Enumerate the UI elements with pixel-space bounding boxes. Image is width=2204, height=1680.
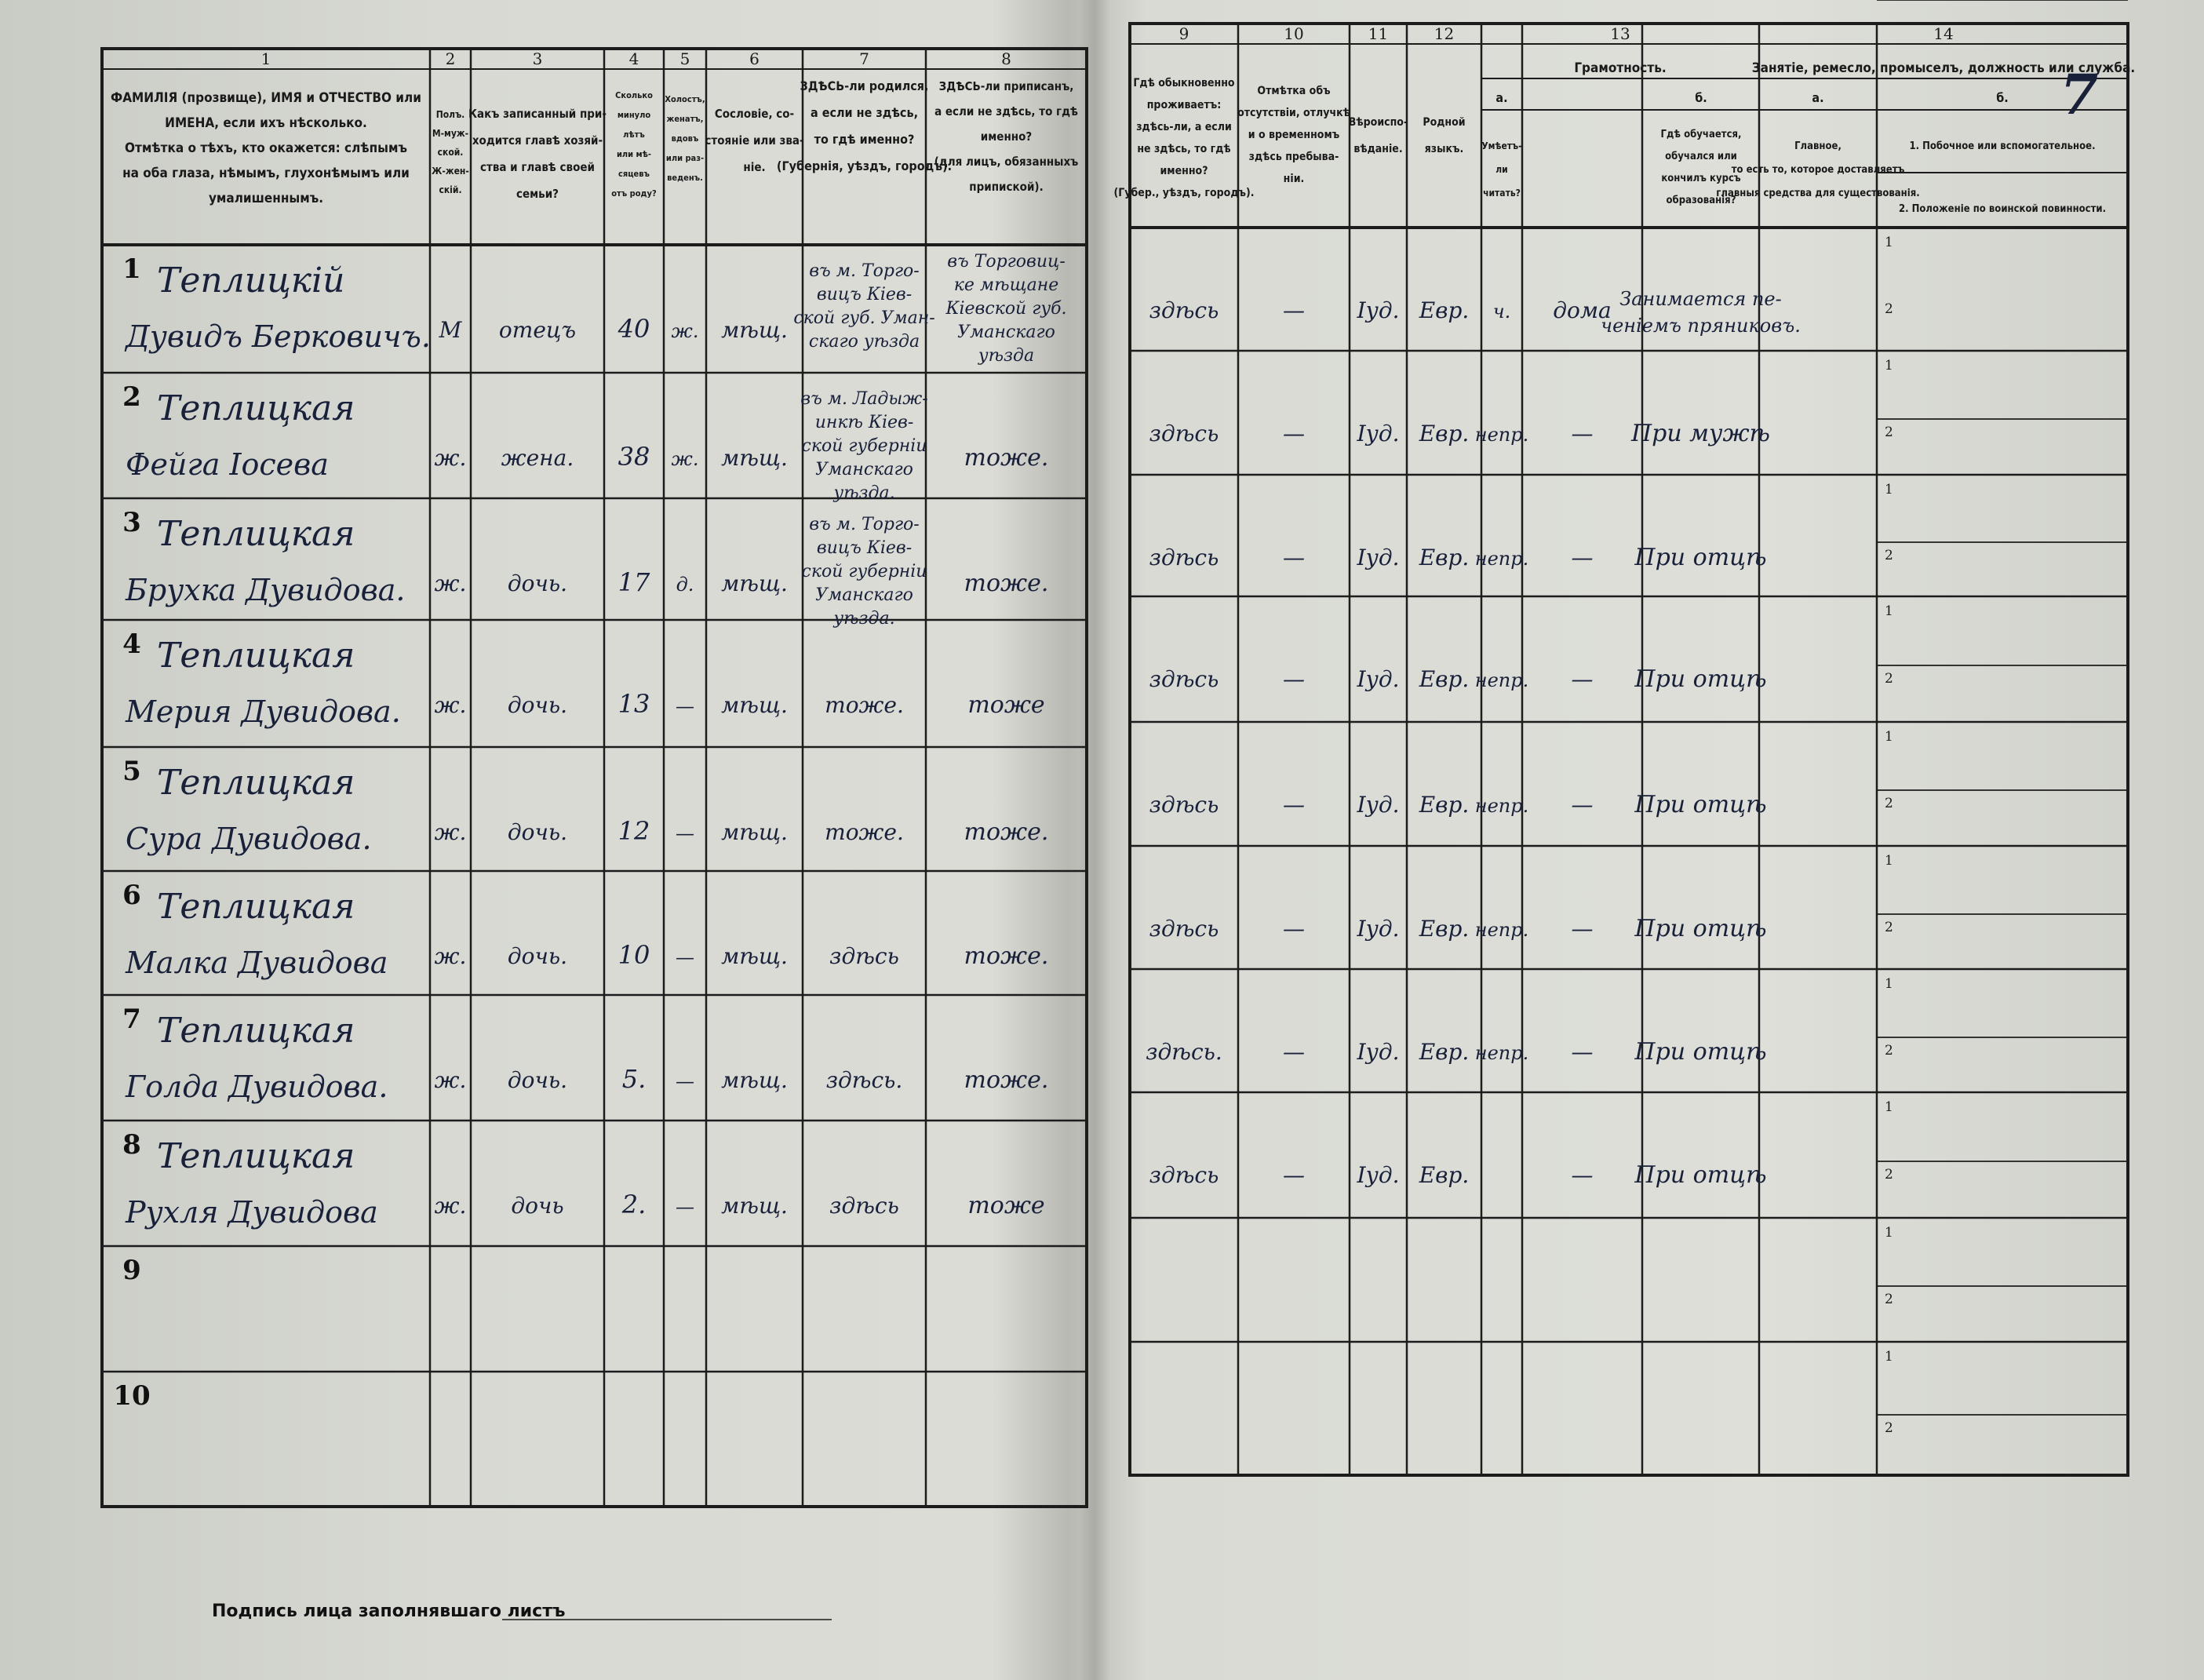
- column-header-text: Какъ записанный при-: [468, 107, 607, 121]
- column-header-text: семьи?: [515, 187, 559, 201]
- column-number: 10: [1284, 24, 1304, 43]
- marital-cell: —: [676, 1196, 694, 1218]
- person-given-name: Сура Дувидова.: [126, 822, 372, 856]
- column-header-text: Гдѣ обыкновенно: [1133, 77, 1235, 89]
- occupation-b-sub-1: 1: [1885, 1349, 1893, 1365]
- person-given-name: Дувидъ Берковичъ.: [126, 319, 431, 354]
- language-cell: Евр.: [1419, 916, 1470, 942]
- absence-cell: —: [1283, 1162, 1305, 1188]
- age-cell: 13: [617, 689, 650, 719]
- registered-line: тоже.: [964, 570, 1049, 597]
- marital-cell: —: [676, 695, 694, 717]
- literacy-b-header: Гдѣ обучается,: [1660, 129, 1742, 140]
- residence-cell: здѣсь: [1149, 421, 1219, 446]
- age-cell: 10: [617, 940, 650, 970]
- marital-cell: д.: [676, 574, 694, 596]
- marital-cell: ж.: [671, 448, 699, 470]
- column-header-text: ИМЕНА, если ихъ нѣсколько.: [165, 115, 367, 131]
- residence-cell: здѣсь: [1149, 916, 1219, 942]
- birthplace-line: здѣсь: [829, 1193, 899, 1219]
- column-header-text: не здѣсь, то гдѣ: [1137, 143, 1231, 155]
- age-cell: 38: [617, 442, 650, 472]
- column-header-text: Холостъ,: [665, 94, 705, 104]
- occupation-cell: При отцѣ: [1634, 1161, 1767, 1189]
- relation-cell: отецъ: [498, 317, 577, 343]
- literacy-b-label: б.: [1695, 90, 1707, 105]
- religion-cell: Іуд.: [1357, 545, 1400, 570]
- marital-cell: —: [676, 946, 694, 968]
- registered-line: уѣзда: [978, 346, 1035, 366]
- age-cell: 2.: [621, 1190, 647, 1219]
- row-number: 2: [122, 381, 141, 413]
- occupation-b-sub-2: 2: [1885, 796, 1893, 811]
- row-number: 9: [122, 1255, 141, 1286]
- estate-cell: мѣщ.: [721, 1067, 788, 1093]
- estate-cell: мѣщ.: [721, 1193, 788, 1219]
- registered-line: Уманскаго: [957, 323, 1055, 342]
- literacy-a-header: читать?: [1483, 188, 1521, 199]
- right-page: [1130, 24, 2128, 1475]
- column-number: 4: [628, 49, 639, 68]
- occupation-b-sub-1: 1: [1885, 976, 1893, 992]
- language-cell: Евр.: [1419, 792, 1470, 818]
- residence-cell: здѣсь: [1149, 545, 1219, 570]
- literacy-a-cell: непр.: [1474, 795, 1529, 817]
- sex-cell: М: [439, 317, 462, 343]
- occupation-cell: При отцѣ: [1634, 665, 1767, 693]
- occupation-cell: При отцѣ: [1634, 915, 1767, 942]
- birthplace-line: уѣзда.: [833, 609, 895, 629]
- column-header-text: Отмѣтка о тѣхъ, кто окажется: слѣпымъ: [125, 140, 407, 156]
- literacy-a-cell: непр.: [1474, 424, 1529, 446]
- column-header-text: Ж-жен-: [432, 166, 469, 177]
- column-header-text: именно?: [980, 129, 1033, 144]
- birthplace-line: въ м. Торго-: [809, 261, 920, 281]
- estate-cell: мѣщ.: [721, 943, 788, 969]
- occupation-b-sub-2: 2: [1885, 671, 1893, 687]
- occupation-b-sub-2: 2: [1885, 1420, 1893, 1436]
- relation-cell: дочь.: [507, 570, 568, 596]
- column-header-text: проживаетъ:: [1146, 99, 1222, 111]
- absence-cell: —: [1283, 545, 1305, 570]
- residence-cell: здѣсь: [1149, 792, 1219, 818]
- religion-cell: Іуд.: [1357, 1162, 1400, 1188]
- column-header-text: отъ роду?: [611, 188, 657, 199]
- column-number: 5: [679, 49, 690, 68]
- person-given-name: Голда Дувидова.: [126, 1070, 388, 1104]
- estate-cell: мѣщ.: [721, 570, 788, 596]
- right-table-border: [1130, 24, 2128, 1475]
- registered-line: тоже: [967, 1192, 1045, 1219]
- literacy-a-cell: непр.: [1474, 1042, 1529, 1064]
- estate-cell: мѣщ.: [721, 445, 788, 471]
- person-surname: Теплицкій: [157, 261, 345, 301]
- birthplace-line: здѣсь: [829, 943, 899, 969]
- registered-line: тоже.: [964, 1066, 1049, 1094]
- religion-cell: Іуд.: [1357, 916, 1400, 942]
- column-header-text: (Губернія, уѣздъ, городъ).: [776, 159, 953, 173]
- column-header-text: на оба глаза, нѣмымъ, глухонѣмымъ или: [122, 166, 410, 181]
- absence-cell: —: [1283, 666, 1305, 692]
- column-header-text: Родной: [1423, 116, 1466, 129]
- literacy-header: Грамотность.: [1574, 60, 1667, 76]
- birthplace-line: Уманскаго: [815, 460, 913, 479]
- page-number-mark: 7: [2060, 62, 2099, 127]
- column-header-text: а если не здѣсь, то гдѣ: [934, 104, 1078, 118]
- absence-cell: —: [1283, 792, 1305, 818]
- language-cell: Евр.: [1419, 1039, 1470, 1065]
- column-header-text: вѣданіе.: [1353, 143, 1403, 155]
- occupation-b2-header: 2. Положеніе по воинской повинности.: [1898, 203, 2107, 215]
- column-header-text: ской.: [437, 147, 464, 158]
- birthplace-line: ской губерніи: [801, 436, 927, 456]
- age-cell: 5.: [621, 1064, 647, 1094]
- registered-line: тоже.: [964, 444, 1049, 472]
- sex-cell: ж.: [434, 943, 467, 969]
- column-header-text: и о временномъ: [1248, 129, 1340, 141]
- sex-cell: ж.: [434, 1193, 467, 1219]
- occupation-b-sub-2: 2: [1885, 920, 1893, 935]
- absence-cell: —: [1283, 297, 1305, 323]
- literacy-b-header: кончилъ курсъ: [1661, 173, 1741, 184]
- residence-cell: здѣсь: [1149, 1162, 1219, 1188]
- literacy-b-cell: —: [1571, 1162, 1594, 1188]
- relation-cell: дочь: [511, 1193, 564, 1219]
- column-header-text: или раз-: [665, 153, 705, 163]
- age-cell: 40: [617, 314, 650, 344]
- sex-cell: ж.: [434, 1067, 467, 1093]
- estate-cell: мѣщ.: [721, 692, 788, 718]
- column-number: 7: [859, 49, 869, 68]
- literacy-b-header: образованія?: [1666, 195, 1736, 206]
- occupation-b-label: б.: [1996, 90, 2009, 105]
- column-header-text: здѣсь-ли, а если: [1136, 121, 1232, 133]
- person-surname: Теплицкая: [157, 1136, 355, 1176]
- birthplace-line: вицъ Кіев-: [816, 538, 913, 558]
- birthplace-line: вицъ Кіев-: [816, 285, 913, 304]
- literacy-b-header: обучался или: [1665, 151, 1737, 162]
- occupation-b-sub-1: 1: [1885, 853, 1893, 869]
- literacy-a-label: а.: [1495, 90, 1508, 105]
- birthplace-line: здѣсь.: [825, 1067, 903, 1093]
- absence-cell: —: [1283, 421, 1305, 446]
- literacy-a-cell: непр.: [1474, 548, 1529, 570]
- person-surname: Теплицкая: [157, 388, 355, 428]
- religion-cell: Іуд.: [1357, 666, 1400, 692]
- row-number: 4: [122, 629, 141, 660]
- occupation-cell: При отцѣ: [1634, 791, 1767, 818]
- birthplace-line: Уманскаго: [815, 585, 913, 605]
- occupation-b-sub-1: 1: [1885, 729, 1893, 745]
- religion-cell: Іуд.: [1357, 297, 1400, 323]
- column-header-text: веденъ.: [667, 173, 703, 183]
- occupation-a-header: главныя средства для существованія.: [1716, 188, 1920, 199]
- occupation-b-sub-2: 2: [1885, 425, 1893, 440]
- occupation-cell: При отцѣ: [1634, 1038, 1767, 1066]
- column-number: 3: [532, 49, 543, 68]
- person-surname: Теплицкая: [157, 636, 355, 676]
- literacy-b-cell: —: [1571, 1039, 1594, 1065]
- birthplace-line: ской губерніи: [801, 562, 927, 581]
- column-header-text: Полъ.: [435, 109, 465, 120]
- relation-cell: дочь.: [507, 819, 568, 845]
- column-header-text: умалишеннымъ.: [208, 191, 324, 206]
- column-header-text: Сословіе, со-: [714, 107, 795, 121]
- literacy-a-cell: ч.: [1492, 301, 1511, 323]
- language-cell: Евр.: [1419, 545, 1470, 570]
- column-header-text: отсутствіи, отлучкѣ: [1237, 107, 1350, 119]
- row-number: 5: [122, 756, 141, 787]
- signature-label: Подпись лица заполнявшаго листъ: [212, 1602, 566, 1621]
- occupation-b-sub-1: 1: [1885, 603, 1893, 619]
- row-number: 1: [122, 253, 141, 285]
- column-header-text: скій.: [439, 184, 462, 195]
- language-cell: Евр.: [1419, 421, 1470, 446]
- occupation-b-sub-1: 1: [1885, 358, 1893, 374]
- column-header-text: ходится главѣ хозяй-: [472, 133, 603, 148]
- registered-line: въ Торговиц-: [947, 252, 1066, 271]
- occupation-b-sub-1: 1: [1885, 1225, 1893, 1241]
- registered-line: ке мѣщане: [953, 275, 1059, 295]
- column-header-text: (Губер., уѣздъ, городъ).: [1113, 187, 1255, 199]
- column-header-text: М-муж-: [432, 128, 469, 139]
- religion-cell: Іуд.: [1357, 792, 1400, 818]
- occupation-a-header: Главное,: [1794, 140, 1842, 152]
- column-header-text: или мѣ-: [616, 149, 652, 159]
- occupation-a-label: а.: [1812, 90, 1824, 105]
- column-header-text: Сколько: [615, 90, 653, 100]
- column-header-text: языкъ.: [1424, 143, 1464, 155]
- occupation-b-sub-2: 2: [1885, 301, 1893, 317]
- relation-cell: дочь.: [507, 1067, 568, 1093]
- sex-cell: ж.: [434, 570, 467, 596]
- marital-cell: —: [676, 822, 694, 844]
- literacy-b-cell: —: [1571, 545, 1594, 570]
- row-number: 8: [122, 1129, 141, 1161]
- row-number: 7: [122, 1004, 141, 1035]
- column-number: 1: [260, 49, 271, 68]
- column-header-text: а если не здѣсь,: [810, 105, 919, 120]
- column-header-text: вдовъ: [671, 133, 699, 144]
- birthplace-line: уѣзда.: [833, 483, 895, 503]
- occupation-header: Занятіе, ремесло, промыселъ, должность или служба.: [1751, 60, 2136, 76]
- occupation-b1-header: 1. Побочное или вспомогательное.: [1909, 140, 2096, 152]
- column-number: 8: [1001, 49, 1011, 68]
- occupation-b-sub-2: 2: [1885, 1292, 1893, 1307]
- birthplace-line: ской губ. Уман-: [793, 308, 935, 328]
- row-number: 10: [113, 1380, 151, 1412]
- literacy-a-cell: непр.: [1474, 669, 1529, 691]
- person-surname: Теплицкая: [157, 1011, 355, 1051]
- column-number: 14: [1933, 24, 1954, 43]
- column-header-text: Вѣроиспо-: [1348, 116, 1408, 129]
- person-given-name: Мерия Дувидова.: [126, 694, 401, 729]
- occupation-b-sub-1: 1: [1885, 482, 1893, 497]
- birthplace-line: тоже.: [825, 692, 904, 718]
- age-cell: 12: [617, 816, 650, 846]
- occupation-b-sub-2: 2: [1885, 548, 1893, 563]
- birthplace-line: въ м. Ладыж-: [800, 389, 928, 409]
- column-number: 13: [1610, 24, 1630, 43]
- birthplace-line: тоже.: [825, 819, 904, 845]
- estate-cell: мѣщ.: [721, 317, 788, 343]
- row-number: 6: [122, 880, 141, 911]
- column-header-text: ства и главѣ своей: [480, 160, 595, 174]
- person-surname: Теплицкая: [157, 763, 355, 803]
- language-cell: Евр.: [1419, 666, 1470, 692]
- column-header-text: ніе.: [743, 160, 766, 174]
- birthplace-line: инкѣ Кіев-: [814, 413, 914, 432]
- estate-cell: мѣщ.: [721, 819, 788, 845]
- occupation-b-sub-1: 1: [1885, 1099, 1893, 1115]
- column-number: 6: [749, 49, 760, 68]
- residence-cell: здѣсь.: [1146, 1039, 1222, 1065]
- column-number: 11: [1368, 24, 1389, 43]
- birthplace-line: въ м. Торго-: [809, 515, 920, 534]
- row-number: 3: [122, 507, 141, 538]
- column-header-text: женатъ,: [666, 114, 704, 124]
- occupation-cell: При мужѣ: [1630, 420, 1771, 447]
- column-number: 9: [1179, 24, 1189, 43]
- column-header-text: сяцевъ: [618, 169, 650, 179]
- literacy-a-cell: непр.: [1474, 919, 1529, 941]
- religion-cell: Іуд.: [1357, 421, 1400, 446]
- residence-cell: здѣсь: [1149, 666, 1219, 692]
- literacy-a-header: Умѣетъ-: [1481, 140, 1522, 151]
- occupation-a-header: то есть то, которое доставляетъ: [1731, 164, 1905, 176]
- column-number: 12: [1434, 24, 1455, 43]
- column-header-text: минуло: [617, 110, 651, 120]
- absence-cell: —: [1283, 916, 1305, 942]
- literacy-b-cell: —: [1571, 421, 1594, 446]
- person-surname: Теплицкая: [157, 514, 355, 554]
- column-header-text: стояніе или зва-: [705, 133, 804, 148]
- column-header-text: ФАМИЛІЯ (прозвище), ИМЯ и ОТЧЕСТВО или: [111, 90, 421, 106]
- absence-cell: —: [1283, 1039, 1305, 1065]
- person-given-name: Малка Дувидова: [126, 946, 388, 980]
- sex-cell: ж.: [434, 819, 467, 845]
- column-header-text: ніи.: [1283, 173, 1305, 185]
- religion-cell: Іуд.: [1357, 1039, 1400, 1065]
- sex-cell: ж.: [434, 445, 467, 471]
- occupation-cell: Занимается пе-: [1619, 288, 1782, 310]
- person-surname: Теплицкая: [157, 887, 355, 927]
- language-cell: Евр.: [1419, 297, 1470, 323]
- registered-line: тоже.: [964, 818, 1049, 846]
- person-given-name: Фейга Іосева: [126, 447, 329, 482]
- person-given-name: Рухля Дувидова: [126, 1195, 378, 1230]
- column-header-text: лѣтъ: [623, 129, 645, 140]
- column-header-text: здѣсь пребыва-: [1248, 151, 1339, 163]
- literacy-b-cell: —: [1571, 916, 1594, 942]
- marital-cell: —: [676, 1070, 694, 1092]
- registered-line: Кіевской губ.: [945, 299, 1067, 319]
- sex-cell: ж.: [434, 692, 467, 718]
- occupation-b-sub-2: 2: [1885, 1043, 1893, 1059]
- occupation-cell: При отцѣ: [1634, 544, 1767, 571]
- column-header-text: ЗДѢСЬ-ли приписанъ,: [938, 79, 1074, 93]
- column-header-text: то гдѣ именно?: [814, 132, 915, 147]
- literacy-b-cell: —: [1571, 792, 1594, 818]
- literacy-b-cell: —: [1571, 666, 1594, 692]
- occupation-cell: ченіемъ пряниковъ.: [1601, 315, 1801, 337]
- registered-line: тоже: [967, 691, 1045, 719]
- column-header-text: именно?: [1160, 165, 1208, 177]
- occupation-b-sub-2: 2: [1885, 1167, 1893, 1183]
- column-number: 2: [445, 49, 456, 68]
- relation-cell: дочь.: [507, 943, 568, 969]
- relation-cell: дочь.: [507, 692, 568, 718]
- literacy-a-header: ли: [1495, 164, 1508, 175]
- column-header-text: Отмѣтка объ: [1257, 85, 1331, 97]
- literacy-b-cell: дома: [1553, 297, 1612, 323]
- column-header-text: (для лицъ, обязанныхъ: [934, 155, 1079, 169]
- language-cell: Евр.: [1419, 1162, 1470, 1188]
- age-cell: 17: [617, 567, 650, 597]
- registered-line: тоже.: [964, 942, 1049, 970]
- birthplace-line: скаго уѣзда: [808, 332, 920, 352]
- residence-cell: здѣсь: [1149, 297, 1219, 323]
- relation-cell: жена.: [501, 445, 574, 471]
- column-header-text: припиской).: [969, 180, 1044, 194]
- person-given-name: Брухка Дувидова.: [126, 573, 406, 607]
- column-header-text: ЗДѢСЬ-ли родился,: [800, 78, 929, 93]
- marital-cell: ж.: [671, 320, 699, 342]
- occupation-b-sub-1: 1: [1885, 235, 1893, 250]
